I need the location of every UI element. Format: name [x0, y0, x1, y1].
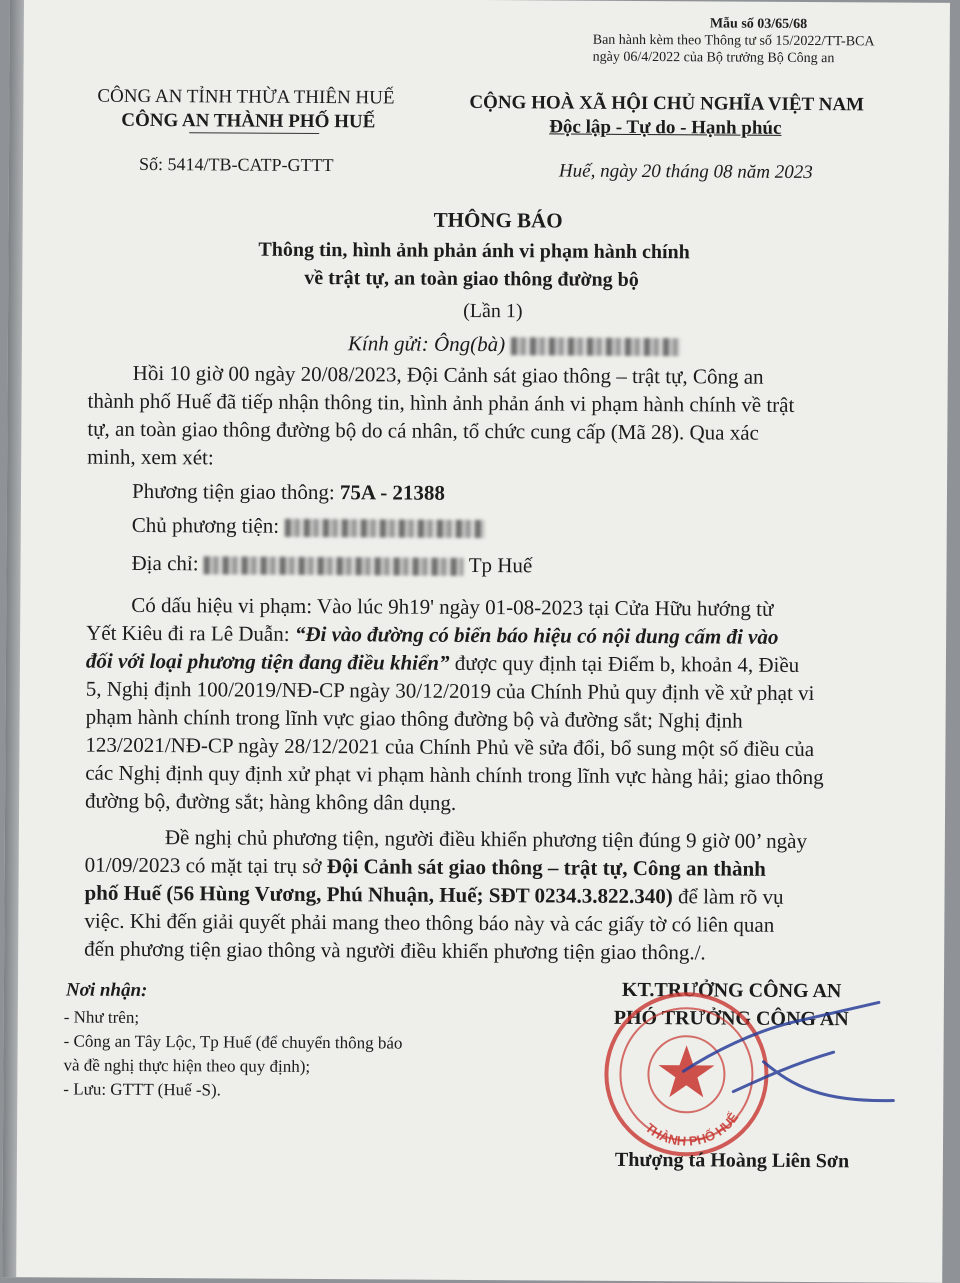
recipient-item: - Lưu: GTTT (Huế -S).	[63, 1079, 222, 1100]
agency-line2: CÔNG AN THÀNH PHỐ HUẾ	[121, 109, 376, 133]
page-shadow	[2, 0, 24, 1277]
address-city: Tp Huế	[468, 552, 533, 578]
agency-line1: CÔNG AN TỈNH THỪA THIÊN HUẾ	[97, 85, 395, 109]
recipients-title: Nơi nhận:	[65, 979, 148, 1001]
document-title: THÔNG BÁO	[433, 207, 563, 233]
address-label: Địa chỉ:	[131, 550, 199, 576]
request-line-2	[85, 852, 766, 884]
violation-description-2: đối với loại phương tiện đang điều khiển”	[85, 648, 450, 675]
request-purpose: để làm rõ vụ	[672, 884, 784, 909]
national-title: CỘNG HOÀ XÃ HỘI CHỦ NGHĨA VIỆT NAM	[469, 91, 865, 116]
document-date: Huế, ngày 20 tháng 08 năm 2023	[558, 160, 813, 184]
recipient-line	[348, 331, 681, 358]
address-line	[131, 550, 532, 580]
vehicle-label: Phương tiện giao thông:	[131, 478, 341, 505]
recipient-item: - Công an Tây Lộc, Tp Huế (để chuyển thông báo	[63, 1031, 403, 1053]
violation-line-2	[86, 620, 778, 652]
form-number: Mẫu số 03/65/68	[709, 16, 808, 32]
intro-line-3: tự, an toàn giao thông đường bộ do cá nhân, tổ chức cung cấp (Mã 28). Qua xác	[87, 416, 759, 445]
redacted-recipient-name	[510, 337, 680, 356]
document-number: Số: 5414/TB-CATP-GTTT	[138, 153, 334, 176]
request-date: 01/09/2023 có mặt tại trụ sở	[84, 852, 327, 879]
notice-round: (Lần 1)	[463, 299, 523, 323]
request-line-5: đến phương tiện giao thông và người điều khiển phương tiện giao thông./.	[84, 936, 706, 965]
signer-authority: KT.TRƯỞNG CÔNG AN	[621, 978, 842, 1003]
violation-line-3	[86, 648, 799, 680]
seal-text: THÀNH PHỐ HUẾ	[642, 1109, 742, 1149]
vehicle-line	[132, 478, 445, 507]
owner-label: Chủ phương tiện:	[131, 512, 280, 538]
intro-line-4: minh, xem xét:	[87, 444, 214, 470]
violation-line-1: Có dấu hiệu vi phạm: Vào lúc 9h19' ngày 01-08-2023 tại Cửa Hữu hướng từ	[131, 592, 774, 621]
violation-description-1: “Đi vào đường có biển báo hiệu có nội dung cấm đi vào	[294, 621, 779, 649]
request-line-1: Đề nghị chủ phương tiện, người điều khiển phương tiện đúng 9 giờ 00’ ngày	[164, 825, 808, 854]
document-subtitle-2: về trật tự, an toàn giao thông đường bộ	[304, 266, 639, 291]
violation-legal-ref: được quy định tại Điểm b, khoản 4, Điều	[449, 650, 800, 677]
recipient-item: và đề nghị thực hiện theo quy định);	[63, 1055, 311, 1076]
intro-line-1: Hồi 10 giờ 00 ngày 20/08/2023, Đội Cảnh sát giao thông – trật tự, Công an	[132, 360, 764, 389]
request-office: Đội Cảnh sát giao thông – trật tự, Công an thành	[326, 854, 766, 881]
signer-position: PHÓ TRƯỞNG CÔNG AN	[613, 1006, 849, 1031]
national-motto: Độc lập - Tự do - Hạnh phúc	[549, 116, 782, 139]
recipient-label: Kính gửi: Ông(bà)	[347, 331, 506, 357]
violation-location: Yết Kiêu đi ra Lê Duẫn:	[86, 620, 295, 646]
request-line-4: việc. Khi đến giải quyết phải mang theo thông báo này và các giấy tờ có liên quan	[84, 908, 775, 937]
document-subtitle-1: Thông tin, hình ảnh phản ánh vi phạm hành chính	[258, 238, 690, 264]
violation-line-6: 123/2021/NĐ-CP ngày 28/12/2021 của Chính Phủ về sửa đổi, bổ sung một số điều của	[85, 732, 815, 762]
violation-line-4: 5, Nghị định 100/2019/NĐ-CP ngày 30/12/2019 của Chính Phủ quy định về xử phạt vi	[85, 676, 815, 706]
redacted-address	[204, 557, 464, 577]
owner-line	[132, 512, 485, 542]
request-line-3	[84, 880, 783, 912]
document-page	[2, 0, 950, 1283]
violation-line-7: các Nghị định quy định xử phạt vi phạm hành chính trong lĩnh vực hàng hải; giao thông	[85, 760, 824, 790]
intro-line-2: thành phố Huế đã tiếp nhận thông tin, hình ảnh phản ánh vi phạm hành chính về trật	[87, 388, 795, 417]
agency-underline	[189, 132, 319, 134]
violation-line-5: phạm hành chính trong lĩnh vực giao thông đường bộ và đường sắt; Nghị định	[85, 704, 743, 733]
form-regulation-line1: Ban hành kèm theo Thông tư số 15/2022/TT-BCA	[592, 32, 875, 50]
request-office-address: phố Huế (56 Hùng Vương, Phú Nhuận, Huế; SĐT 0234.3.822.340)	[84, 880, 673, 909]
signer-name: Thượng tá Hoàng Liên Sơn	[614, 1148, 850, 1173]
redacted-owner-name	[284, 519, 484, 538]
handwritten-signature	[643, 991, 904, 1133]
violation-line-8: đường bộ, đường sắt; hàng không dân dụng.	[85, 788, 457, 815]
form-regulation-line2: ngày 06/4/2022 của Bộ trưởng Bộ Công an	[592, 49, 835, 67]
recipient-item: - Như trên;	[63, 1007, 140, 1027]
license-plate: 75A - 21388	[339, 480, 446, 505]
